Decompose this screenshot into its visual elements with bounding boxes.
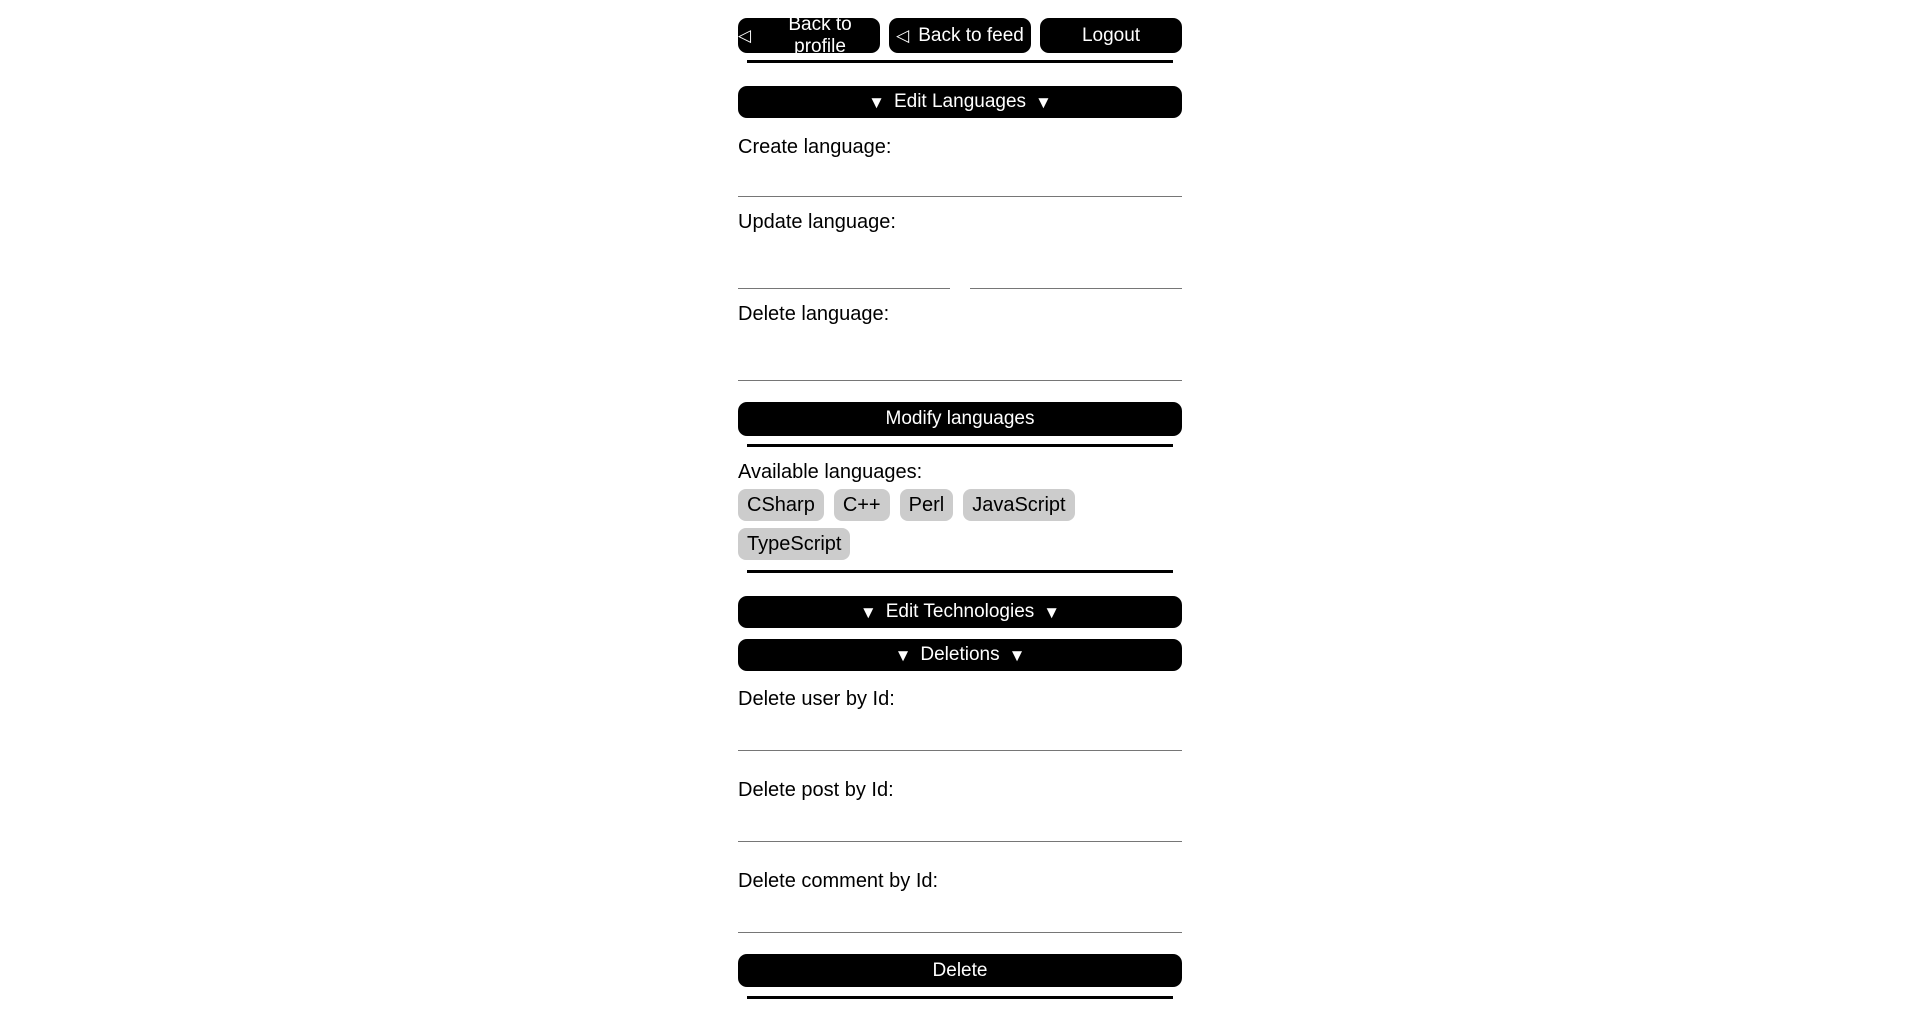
back-arrow-icon: ◁: [896, 26, 910, 45]
create-language-label: Create language:: [738, 136, 892, 158]
language-chip-list: [738, 489, 1182, 560]
available-languages-panel: [738, 461, 1182, 560]
modify-languages-button[interactable]: [738, 402, 1182, 436]
delete-button[interactable]: [738, 954, 1182, 987]
edit-technologies-toggle[interactable]: [738, 596, 1182, 628]
deletions-toggle[interactable]: [738, 639, 1182, 671]
edit-languages-divider: [747, 444, 1173, 447]
caret-down-icon: ▼: [1043, 602, 1061, 622]
language-chip[interactable]: TypeScript: [738, 528, 850, 560]
back-to-profile-label: Back to profile: [788, 13, 852, 57]
deletions-toggle-label: Deletions: [920, 644, 1000, 665]
delete-language-label: Delete language:: [738, 303, 890, 325]
edit-languages-toggle-label: Edit Languages: [893, 91, 1027, 112]
update-language-new-input[interactable]: [970, 234, 1182, 289]
back-to-feed-button[interactable]: [889, 18, 1031, 53]
available-languages-divider: [747, 570, 1173, 573]
delete-user-by-id-input[interactable]: [738, 711, 1182, 751]
deletions-divider: [747, 996, 1173, 999]
back-to-profile-button[interactable]: [738, 13, 880, 57]
edit-technologies-toggle-label: Edit Technologies: [885, 601, 1035, 622]
modify-languages-label: Modify languages: [885, 408, 1035, 429]
caret-down-icon: ▼: [859, 602, 877, 622]
language-chip[interactable]: Perl: [900, 489, 954, 521]
delete-comment-by-id-input[interactable]: [738, 893, 1182, 933]
available-languages-label: Available languages:: [738, 461, 923, 483]
logout-button[interactable]: [1040, 18, 1182, 53]
top-button-row: [738, 13, 1182, 57]
update-language-row: [738, 234, 1182, 289]
language-chip[interactable]: JavaScript: [963, 489, 1074, 521]
admin-panel-page: [738, 0, 1182, 999]
edit-languages-toggle[interactable]: [738, 86, 1182, 118]
logout-label: Logout: [1081, 24, 1141, 46]
edit-languages-panel: [738, 136, 1182, 436]
delete-comment-by-id-label: Delete comment by Id:: [738, 870, 939, 892]
caret-down-icon: ▼: [1035, 92, 1052, 112]
delete-button-label: Delete: [932, 959, 988, 981]
deletions-panel: [738, 688, 1182, 987]
delete-language-input[interactable]: [738, 326, 1182, 381]
caret-down-icon: ▼: [868, 92, 885, 112]
caret-down-icon: ▼: [1008, 645, 1026, 665]
update-language-label: Update language:: [738, 211, 896, 233]
update-language-current-input[interactable]: [738, 234, 950, 289]
language-chip[interactable]: C++: [834, 489, 890, 521]
language-chip[interactable]: CSharp: [738, 489, 824, 521]
header-divider: [747, 60, 1173, 63]
delete-user-by-id-label: Delete user by Id:: [738, 688, 895, 710]
delete-post-by-id-label: Delete post by Id:: [738, 779, 894, 801]
back-to-feed-label: Back to feed: [918, 24, 1024, 46]
delete-post-by-id-input[interactable]: [738, 802, 1182, 842]
create-language-input[interactable]: [738, 159, 1182, 197]
caret-down-icon: ▼: [894, 645, 912, 665]
back-arrow-icon: ◁: [738, 26, 752, 45]
